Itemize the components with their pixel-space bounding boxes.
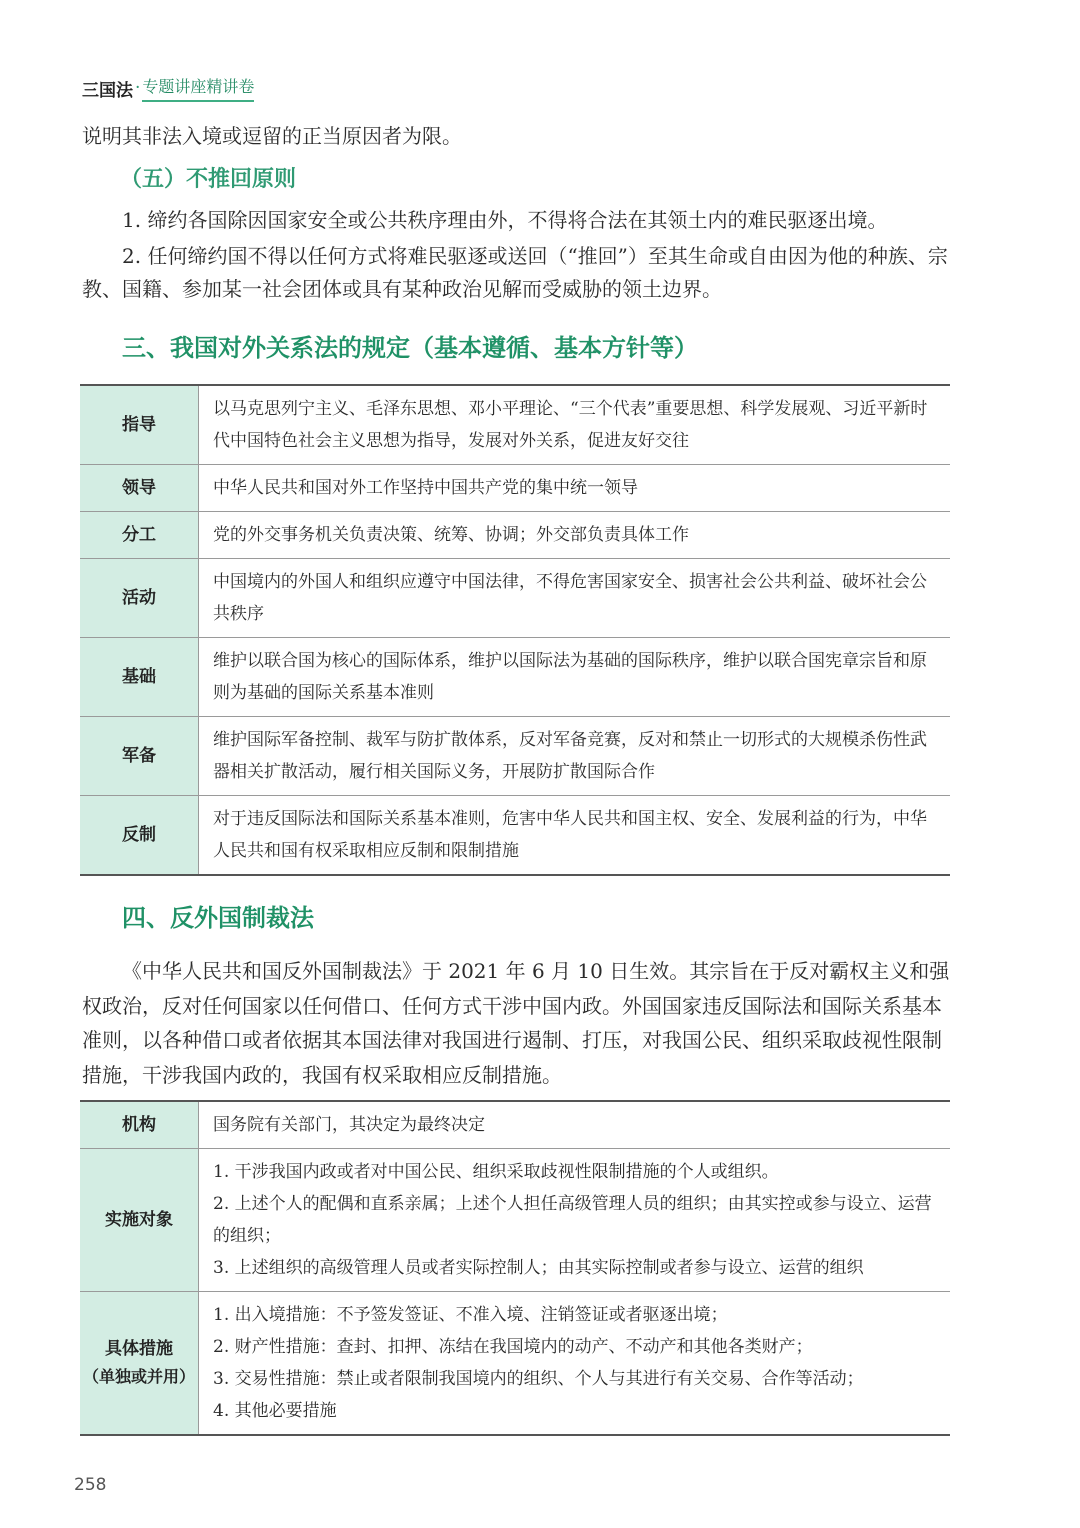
row-text: 以马克思列宁主义、毛泽东思想、邓小平理论、“三个代表”重要思想、科学发展观、习近平新时代中国特色社会主义思想为指导，发展对外关系，促进友好交往 — [199, 385, 951, 465]
section-5-item-2: 2. 任何缔约国不得以任何方式将难民驱逐或送回（“推回”）至其生命或自由因为他的种族、宗教、国籍、参加某一社会团体或具有某种政治见解而受威胁的领土边界。 — [82, 244, 948, 301]
list-item: 2. 上述个人的配偶和直系亲属；上述个人担任高级管理人员的组织；由其实控或参与设立、运营的组织； — [213, 1194, 932, 1246]
section-5-item-1: 1. 缔约各国除因国家安全或公共秩序理由外，不得将合法在其领土内的难民驱逐出境。 — [122, 208, 888, 232]
page-number: 258 — [74, 1475, 107, 1495]
row-label: 实施对象 — [80, 1149, 199, 1292]
row-text — [199, 1149, 951, 1292]
row-label: 机构 — [80, 1101, 199, 1149]
section-5-heading: （五）不推回原则 — [120, 167, 297, 192]
row-label: 指导 — [80, 385, 199, 465]
row-label: 军备 — [80, 717, 199, 796]
table-row — [80, 385, 950, 465]
table-row — [80, 1149, 950, 1292]
measures-label-note: （单独或并用） — [82, 1367, 195, 1386]
row-text: 对于违反国际法和国际关系基本准则，危害中华人民共和国主权、安全、发展利益的行为，中华人民共和国有权采取相应反制和限制措施 — [199, 796, 951, 876]
table-row — [80, 1101, 950, 1149]
list-item: 4. 其他必要措施 — [213, 1401, 337, 1421]
row-label — [80, 1292, 199, 1436]
intro-line: 说明其非法入境或逗留的正当原因者为限。 — [82, 124, 462, 148]
row-text: 维护国际军备控制、裁军与防扩散体系，反对军备竞赛，反对和禁止一切形式的大规模杀伤性武器相关扩散活动，履行相关国际义务，开展防扩散国际合作 — [199, 717, 951, 796]
list-item: 3. 交易性措施：禁止或者限制我国境内的组织、个人与其进行有关交易、合作等活动； — [213, 1369, 864, 1389]
list-item: 1. 出入境措施：不予签发签证、不准入境、注销签证或者驱逐出境； — [213, 1305, 728, 1325]
row-text: 维护以联合国为核心的国际体系，维护以国际法为基础的国际秩序，维护以联合国宪章宗旨和原则为基础的国际关系基本准则 — [199, 638, 951, 717]
row-text: 中华人民共和国对外工作坚持中国共产党的集中统一领导 — [199, 465, 951, 512]
table-row — [80, 512, 950, 559]
table-row — [80, 1292, 950, 1436]
list-item: 1. 干涉我国内政或者对中国公民、组织采取歧视性限制措施的个人或组织。 — [213, 1162, 779, 1182]
book-title: 三国法 — [82, 80, 133, 101]
header-separator: · — [135, 78, 141, 98]
row-label: 领导 — [80, 465, 199, 512]
table-row — [80, 559, 950, 638]
list-item: 3. 上述组织的高级管理人员或者实际控制人；由其实际控制或者参与设立、运营的组织 — [213, 1258, 864, 1278]
table-row — [80, 465, 950, 512]
table-row — [80, 638, 950, 717]
row-text: 党的外交事务机关负责决策、统筹、协调；外交部负责具体工作 — [199, 512, 951, 559]
table-row — [80, 717, 950, 796]
section-4-heading: 四、反外国制裁法 — [122, 904, 314, 932]
row-label: 分工 — [80, 512, 199, 559]
foreign-relations-table — [80, 384, 950, 876]
book-subtitle: 专题讲座精讲卷 — [142, 74, 254, 102]
row-label: 反制 — [80, 796, 199, 876]
sanctions-table — [80, 1100, 950, 1436]
section-4-paragraph: 《中华人民共和国反外国制裁法》于 2021 年 6 月 10 日生效。其宗旨在于反对霸权主义和强权政治，反对任何国家以任何借口、任何方式干涉中国内政。外国国家违反国际法和国际关系基本准则，以各种借口或者依据其本国法律对我国进行遏制、打压，对我国公民、组织采取歧视性限制措施，干涉我国内政的，我国有权采取相应反制措施。 — [82, 959, 950, 1087]
row-text — [199, 1292, 951, 1436]
table-row — [80, 796, 950, 876]
row-text: 国务院有关部门，其决定为最终决定 — [199, 1101, 951, 1149]
section-3-heading: 三、我国对外关系法的规定（基本遵循、基本方针等） — [122, 334, 698, 362]
running-header — [82, 74, 254, 102]
row-label: 活动 — [80, 559, 199, 638]
measures-label: 具体措施 — [105, 1339, 173, 1359]
row-text: 中国境内的外国人和组织应遵守中国法律，不得危害国家安全、损害社会公共利益、破坏社会公共秩序 — [199, 559, 951, 638]
row-label: 基础 — [80, 638, 199, 717]
list-item: 2. 财产性措施：查封、扣押、冻结在我国境内的动产、不动产和其他各类财产； — [213, 1337, 813, 1357]
